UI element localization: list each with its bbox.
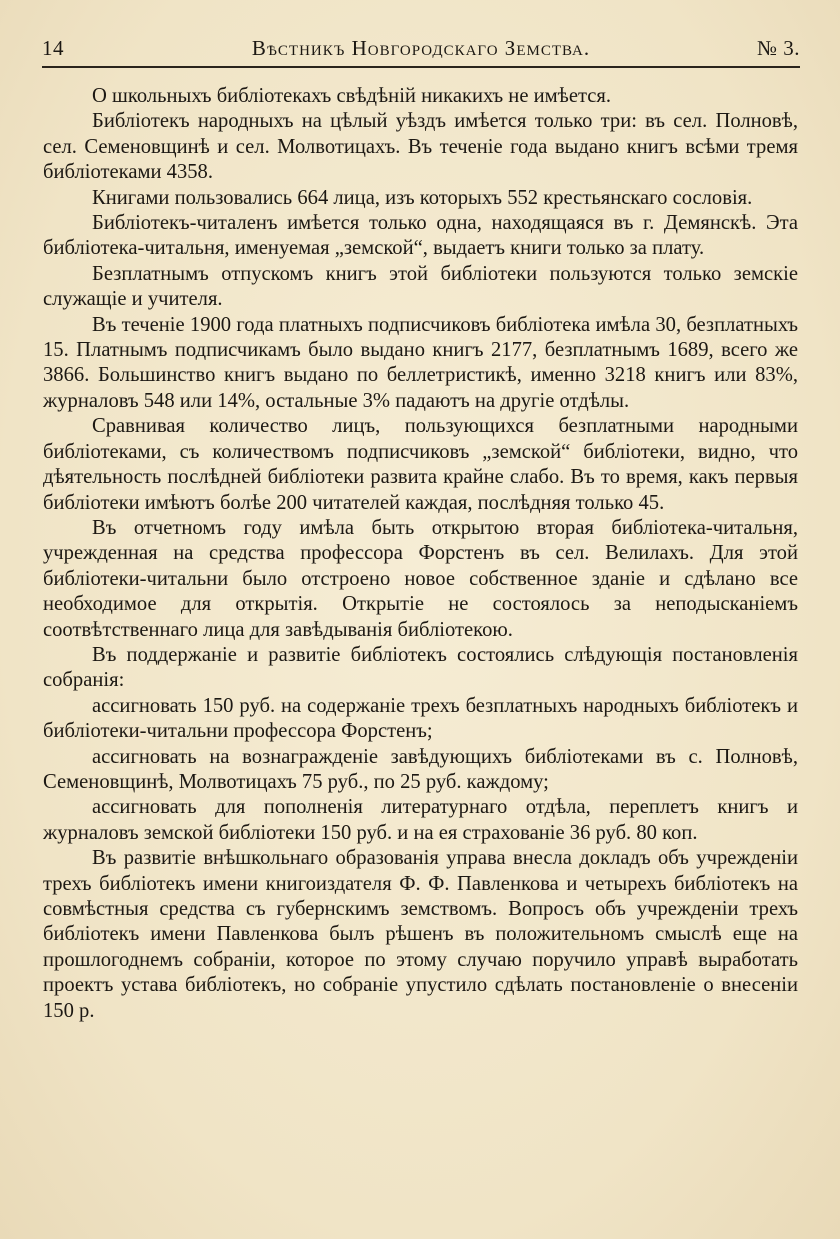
issue-number: № 3.: [756, 36, 800, 60]
paragraph: Въ развитіе внѣшкольнаго образованія управа внесла докладъ объ учрежденіи трехъ библіотекъ имени книгоиздателя Ф. Ф. Павленкова и четырехъ библіотекъ на совмѣстныя средства съ губернскимъ земствомъ. Вопросъ объ учрежденіи трехъ библіотекъ имени Павленкова былъ рѣшенъ въ положительномъ смыслѣ еще на прошлогоднемъ собраніи, которое по этому случаю поручило управѣ выработать проектъ устава библіотекъ, но собраніе упустило сдѣлать постановленіе о внесеніи 150 р.: [43, 847, 798, 1022]
resolution-item: ассигновать на вознагражденіе завѣдующихъ библіотеками въ с. Полновѣ, Семеновщинѣ, Молвотицахъ 75 руб., по 25 руб. каждому;: [43, 745, 798, 793]
paragraph: О школьныхъ библіотекахъ свѣдѣній никакихъ не имѣется.: [92, 85, 611, 107]
resolution-item: ассигновать 150 руб. на содержаніе трехъ безплатныхъ народныхъ библіотекъ и библіотеки-читальни профессора Форстенъ;: [43, 694, 798, 743]
page-number: 14: [42, 36, 64, 60]
header-rule: [42, 66, 800, 68]
paragraph: Въ теченіе 1900 года платныхъ подписчиковъ библіотека имѣла 30, безплатныхъ 15. Платнымъ подписчикамъ было выдано книгъ 2177, безплатнымъ 1689, всего же 3866. Большинство книгъ выдано по беллетристикѣ, именно 3218 книгъ или 83%, журналовъ 548 или 14%, остальные 3% падаютъ на другіе отдѣлы.: [43, 313, 798, 412]
paragraph: Библіотекъ народныхъ на цѣлый уѣздъ имѣется только три: въ сел. Полновѣ, сел. Семеновщинѣ и сел. Молвотицахъ. Въ теченіе года выдано книгъ всѣми тремя библіотеками 4358.: [43, 110, 798, 184]
paragraph: Безплатнымъ отпускомъ книгъ этой библіотеки пользуются только земскіе служащіе и учителя.: [43, 262, 798, 311]
paragraph: Книгами пользовались 664 лица, изъ которыхъ 552 крестьянскаго сословія.: [92, 186, 753, 209]
paragraph: Въ отчетномъ году имѣла быть открытою вторая библіотека-читальня, учрежденная на средства профессора Форстенъ въ сел. Велилахъ. Для этой библіотеки-читальни было отстроено новое собственное зданіе и сдѣлано все необходимое для открытія. Открытіе не состоялось за неподысканіемъ соотвѣтственнаго лица для завѣдыванія библіотекою.: [43, 516, 798, 641]
body-text: [43, 84, 798, 1024]
paragraph: Библіотекъ-читаленъ имѣется только одна, находящаяся въ г. Демянскѣ. Эта библіотека-читальня, именуемая „земской“, выдаетъ книги только за плату.: [43, 212, 798, 260]
paragraph: Въ поддержаніе и развитіе библіотекъ состоялись слѣдующія постановленія собранія:: [43, 643, 798, 692]
running-head: [42, 30, 800, 64]
journal-title: Вѣстникъ Новгородскаго Земства.: [251, 36, 591, 60]
resolution-item: ассигновать для пополненія литературнаго отдѣла, переплетъ книгъ и журналовъ земской библіотеки 150 руб. и на ея страхованіе 36 руб. 80 коп.: [43, 796, 798, 844]
paragraph: Сравнивая количество лицъ, пользующихся безплатными народными библіотеками, съ количествомъ подписчиковъ „земской“ библіотеки, видно, что дѣятельность послѣдней библіотеки развита крайне слабо. Въ то время, какъ первыя библіотеки имѣютъ болѣе 200 читателей каждая, послѣдняя только 45.: [43, 415, 798, 514]
